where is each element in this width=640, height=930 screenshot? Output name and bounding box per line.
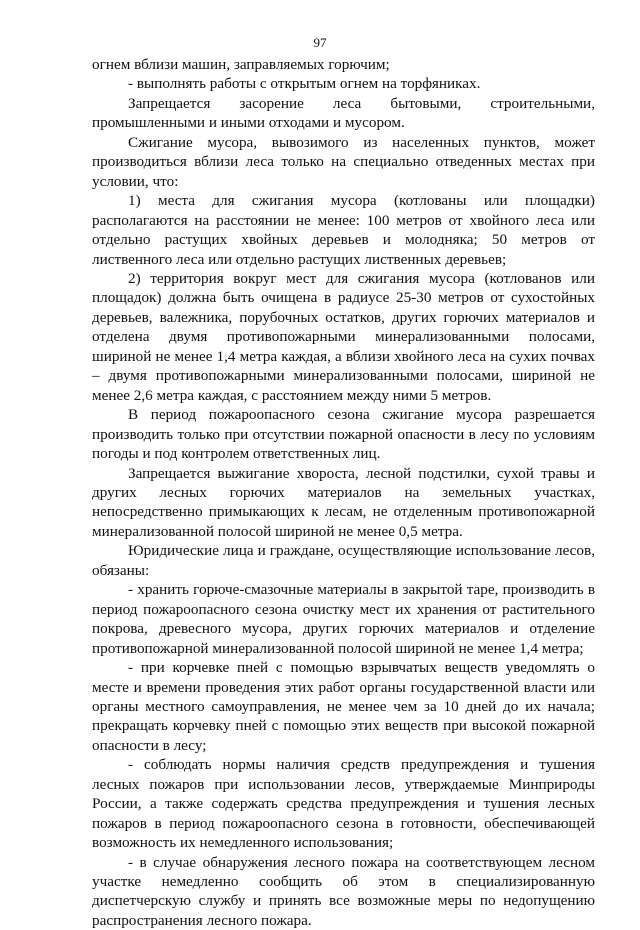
paragraph: Юридические лица и граждане, осуществляющие использование лесов, обязаны: <box>92 542 595 579</box>
list-item: - при корчевке пней с помощью взрывчатых веществ уведомлять о месте и времени проведения этих работ органы государственной власти или органы местного самоуправления, не менее чем за 10 дней до их начала; прекращать корчевку пней с помощью этих веществ при высокой пожарной опасности в лесу; <box>92 659 595 754</box>
document-body <box>92 55 595 930</box>
numbered-item: 1) места для сжигания мусора (котлованы или площадки) располагаются на расстоянии не менее: 100 метров от хвойного леса или отдельно растущих хвойных деревьев и молодняка; 50 метров от лиственного леса или отдельно растущих лиственных деревьев; <box>92 192 595 268</box>
paragraph: Сжигание мусора, вывозимого из населенных пунктов, может производиться вблизи леса только на специально отведенных местах при условии, что: <box>92 133 595 190</box>
paragraph: Запрещается выжигание хвороста, лесной подстилки, сухой травы и других лесных горючих материалов на земельных участках, непосредственно примыкающих к лесам, не отделенным противопожарной минерализованной полосой шириной не менее 0,5 метра. <box>92 464 595 540</box>
list-item: - хранить горюче-смазочные материалы в закрытой таре, производить в период пожароопасного сезона очистку мест их хранения от растительного покрова, древесного мусора, других горючих материалов и отделение противопожарной минерализованной полосой шириной не менее 1,4 метра; <box>92 581 595 657</box>
numbered-item: 2) территория вокруг мест для сжигания мусора (котлованов или площадок) должна быть очищена в радиусе 25-30 метров от сухостойных деревьев, валежника, порубочных остатков, других горючих материалов и отделена двумя противопожарными минерализованными полосами, шириной не менее 1,4 метра каждая, а вблизи хвойного леса на сухих почвах – двумя противопожарными минерализованными полосами, шириной не менее 2,6 метра каждая, с расстоянием между ними 5 метров. <box>92 269 595 404</box>
paragraph: В период пожароопасного сезона сжигание мусора разрешается производить только при отсутствии пожарной опасности в лесу по условиям погоды и под контролем ответственных лиц. <box>92 406 595 463</box>
paragraph: Запрещается засорение леса бытовыми, строительными, промышленными и иными отходами и мусором. <box>92 94 595 132</box>
list-item: - соблюдать нормы наличия средств предупреждения и тушения лесных пожаров при использовании лесов, утверждаемые Минприроды России, а также содержать средства предупреждения и тушения лесных пожаров в период пожароопасного сезона в готовности, обеспечивающей возможность их немедленного использования; <box>92 756 595 852</box>
list-item: - выполнять работы с открытым огнем на торфяниках. <box>128 75 481 93</box>
list-item: - в случае обнаружения лесного пожара на соответствующем лесном участке немедленно сообщить об этом в специализированную диспетчерскую службу и принять все возможные меры по недопущению распространения лесного пожара. <box>92 853 595 929</box>
page-number: 97 <box>313 35 327 50</box>
paragraph: огнем вблизи машин, заправляемых горючим; <box>92 56 390 73</box>
